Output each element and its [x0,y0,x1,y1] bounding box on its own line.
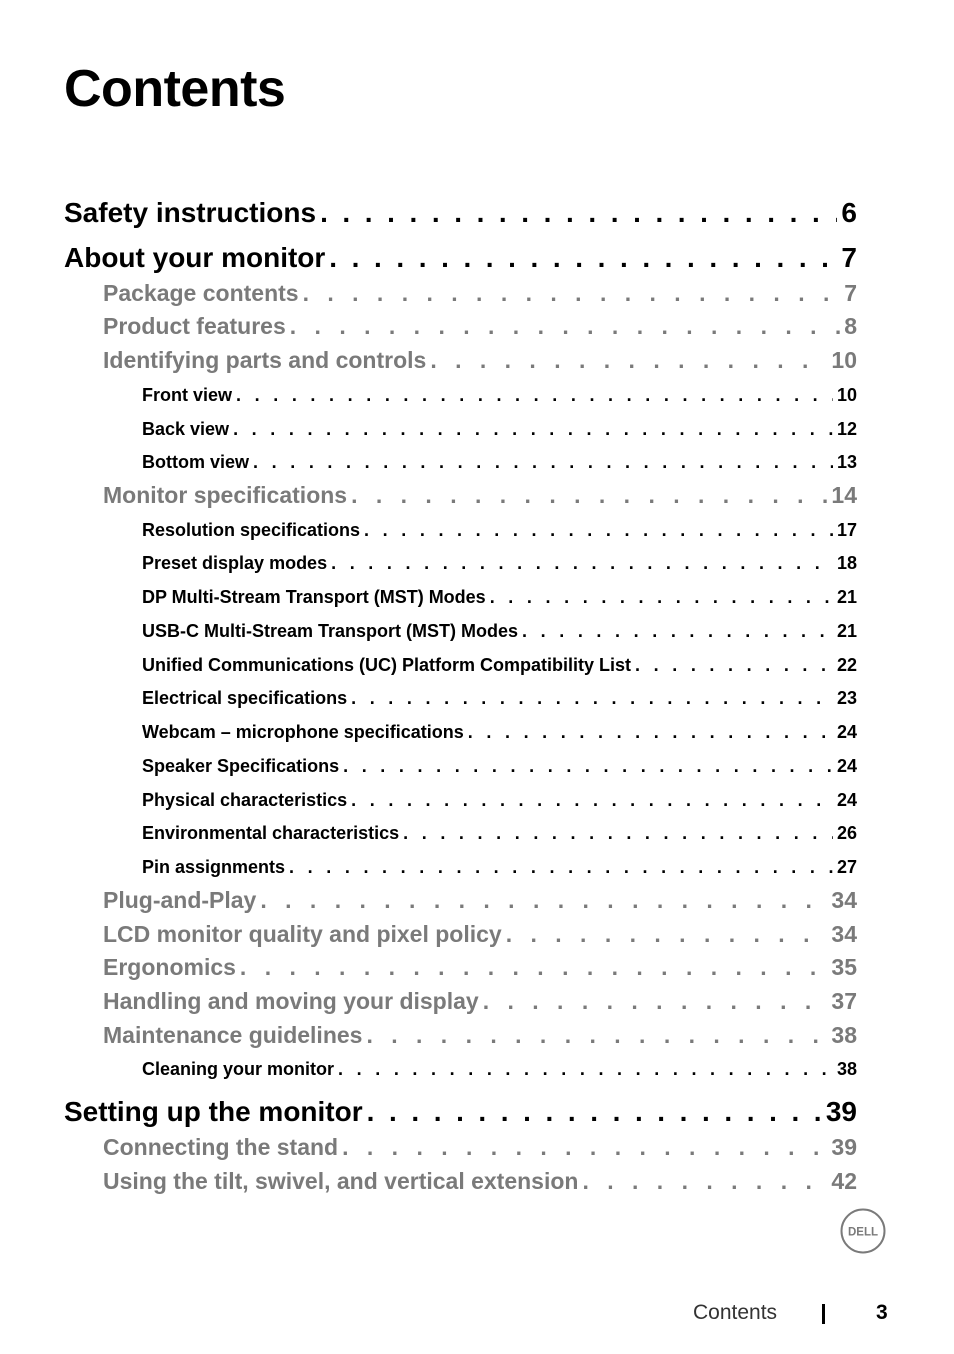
toc-entry-label: Maintenance guidelines [103,1022,363,1048]
toc-entry-label: Environmental characteristics [142,823,400,843]
toc-leader-dots [236,383,833,407]
toc-page-number: 39 [831,1134,857,1160]
toc-entry-label: Product features [103,313,286,339]
toc-page-number: 21 [836,621,857,641]
toc-page-number: 34 [831,921,857,947]
toc-page-number: 18 [836,553,857,573]
toc-leader-dots [351,480,827,510]
toc-page-number: 14 [831,482,857,508]
toc-page-number: 13 [836,452,857,472]
toc-leader-dots [289,855,833,879]
toc-entry-environmental-characteristics[interactable] [142,821,857,845]
toc-leader-dots [430,345,827,375]
toc-page-number: 24 [836,756,857,776]
toc-page-number: 37 [831,988,857,1014]
toc-entry-lcd-pixel-policy[interactable] [103,919,857,949]
toc-page-number: 26 [836,823,857,843]
toc-entry-webcam-microphone[interactable] [142,720,857,744]
toc-entry-label: Back view [142,419,230,439]
toc-entry-speaker-specifications[interactable] [142,754,857,778]
toc-entry-monitor-specifications[interactable] [103,480,857,510]
toc-leader-dots [403,821,833,845]
toc-page-number: 7 [841,242,857,273]
toc-leader-dots [342,1132,827,1162]
toc-entry-label: Identifying parts and controls [103,347,427,373]
toc-leader-dots [366,1020,827,1050]
toc-page-number: 39 [825,1096,857,1127]
toc-entry-ergonomics[interactable] [103,952,857,982]
toc-leader-dots [240,952,827,982]
toc-leader-dots [233,417,833,441]
toc-entry-plug-and-play[interactable] [103,885,857,915]
toc-entry-tilt-swivel-extension[interactable] [103,1166,857,1196]
toc-leader-dots [338,1057,833,1081]
footer-page-number: 3 [876,1301,888,1324]
toc-entry-label: Speaker Specifications [142,756,340,776]
toc-entry-package-contents[interactable] [103,278,857,308]
toc-leader-dots [582,1166,827,1196]
toc-leader-dots [351,788,833,812]
toc-entry-connecting-stand[interactable] [103,1132,857,1162]
dell-logo-text: DELL [847,1226,879,1239]
toc-page-number: 38 [831,1022,857,1048]
toc-entry-label: Ergonomics [103,954,236,980]
toc-leader-dots [331,551,833,575]
toc-entry-dp-mst-modes[interactable] [142,585,857,609]
toc-entry-label: Physical characteristics [142,790,348,810]
toc-entry-setting-up-monitor[interactable] [64,1095,857,1129]
toc-entry-about-your-monitor[interactable] [64,241,857,275]
toc-page-number: 8 [844,313,857,339]
toc-entry-label: Cleaning your monitor [142,1059,335,1079]
toc-leader-dots [260,885,827,915]
toc-entry-label: Using the tilt, swivel, and vertical extension [103,1168,579,1194]
toc-page-number: 10 [836,385,857,405]
toc-entry-product-features[interactable] [103,311,857,341]
toc-page-number: 7 [844,280,857,306]
toc-entry-handling-display[interactable] [103,986,857,1016]
toc-page-number: 35 [831,954,857,980]
toc-leader-dots [351,686,833,710]
toc-page-number: 24 [836,790,857,810]
toc-entry-usbc-mst-modes[interactable] [142,619,857,643]
toc-page-number: 23 [836,688,857,708]
toc-entry-label: Monitor specifications [103,482,348,508]
toc-page-number: 22 [836,655,857,675]
toc-page-number: 38 [836,1059,857,1079]
dell-logo [840,1208,886,1254]
toc-entry-label: Unified Communications (UC) Platform Compatibility List [142,655,632,675]
toc-entry-resolution-specifications[interactable] [142,518,857,542]
toc-leader-dots [483,986,828,1016]
toc-entry-label: Handling and moving your display [103,988,479,1014]
toc-entry-label: Setting up the monitor [64,1096,363,1127]
toc-entry-identifying-parts[interactable] [103,345,857,375]
toc-entry-label: Connecting the stand [103,1134,339,1160]
toc-leader-dots [253,450,833,474]
toc-leader-dots [506,919,828,949]
toc-entry-safety-instructions[interactable] [64,196,857,230]
toc-page-number: 34 [831,887,857,913]
toc-entry-label: Safety instructions [64,197,317,228]
toc-entry-label: DP Multi-Stream Transport (MST) Modes [142,587,486,607]
toc-entry-cleaning-monitor[interactable] [142,1057,857,1081]
toc-entry-label: Pin assignments [142,857,286,877]
toc-entry-label: Front view [142,385,233,405]
toc-leader-dots [364,518,833,542]
toc-entry-back-view[interactable] [142,417,857,441]
toc-leader-dots [290,311,840,341]
toc-leader-dots [635,653,833,677]
toc-leader-dots [490,585,833,609]
toc-page-number: 17 [836,520,857,540]
toc-leader-dots [320,196,837,230]
toc-page-number: 21 [836,587,857,607]
toc-leader-dots [343,754,833,778]
toc-page-number: 6 [841,197,857,228]
toc-leader-dots [303,278,841,308]
toc-entry-preset-display-modes[interactable] [142,551,857,575]
footer-section-title: Contents [693,1301,778,1324]
toc-leader-dots [468,720,833,744]
toc-entry-label: Webcam – microphone specifications [142,722,464,742]
toc-entry-label: Preset display modes [142,553,328,573]
toc-page-number: 27 [836,857,857,877]
toc-entry-label: Bottom view [142,452,250,472]
toc-entry-label: Electrical specifications [142,688,348,708]
page-title: Contents [64,60,286,118]
toc-entry-uc-compatibility-list[interactable] [142,653,857,677]
toc-entry-electrical-specifications[interactable] [142,686,857,710]
toc-page-number: 42 [831,1168,857,1194]
toc-page-number: 12 [836,419,857,439]
toc-leader-dots [522,619,833,643]
toc-leader-dots [329,241,837,275]
toc-entry-label: Resolution specifications [142,520,361,540]
toc-entry-bottom-view[interactable] [142,450,857,474]
toc-page-number: 24 [836,722,857,742]
toc-entry-pin-assignments[interactable] [142,855,857,879]
toc-entry-label: About your monitor [64,242,326,273]
toc-entry-physical-characteristics[interactable] [142,788,857,812]
toc-leader-dots [367,1095,822,1129]
toc-entry-front-view[interactable] [142,383,857,407]
toc-entry-label: USB-C Multi-Stream Transport (MST) Modes [142,621,519,641]
footer-divider [822,1304,825,1324]
toc-entry-label: Package contents [103,280,299,306]
toc-entry-maintenance-guidelines[interactable] [103,1020,857,1050]
toc-page-number: 10 [831,347,857,373]
toc-entry-label: Plug-and-Play [103,887,257,913]
toc-entry-label: LCD monitor quality and pixel policy [103,921,502,947]
